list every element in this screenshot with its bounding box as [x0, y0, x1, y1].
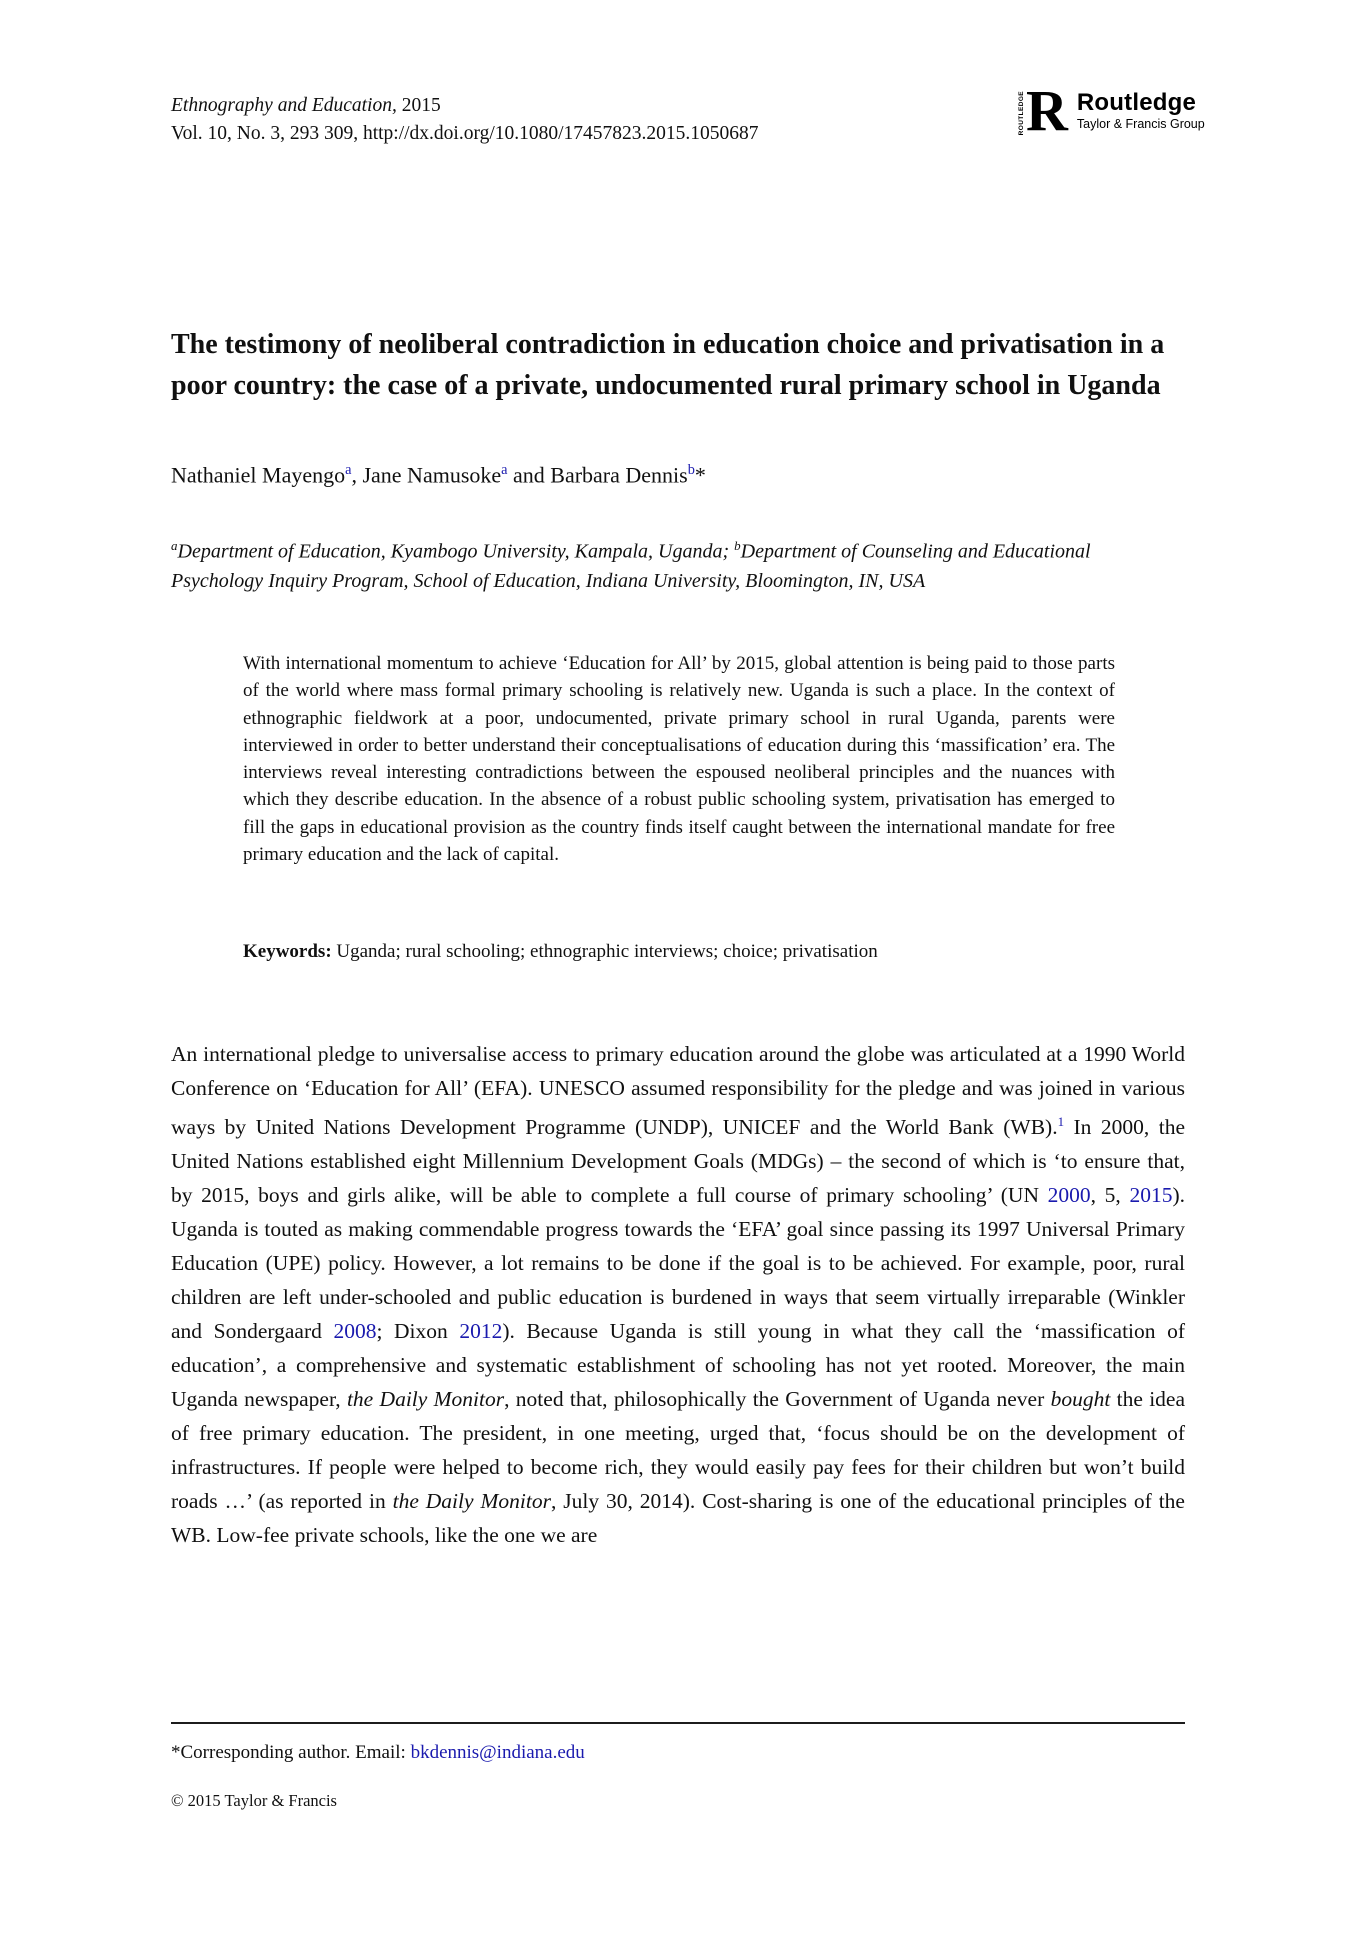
- text-segment: , July 30, 2014). Cost-sharing is one of the educational principles of the WB. Low-fee private schools, like the one we are: [171, 1489, 1185, 1548]
- routledge-r-icon: [1018, 78, 1068, 143]
- text-segment: Department of Counseling and Educational Psychology Inquiry Program, School of Education, Indiana University, Bloomington, IN, USA: [171, 540, 1091, 592]
- affiliations: [171, 531, 1185, 596]
- copyright-line: © 2015 Taylor & Francis: [171, 1791, 337, 1810]
- text-segment: , noted that, philosophically the Government of Uganda never: [504, 1387, 1051, 1412]
- keywords-label: Keywords:: [243, 941, 332, 962]
- text-segment: the Daily Monitor: [392, 1489, 551, 1514]
- footnote-rule: [171, 1722, 1185, 1724]
- author-affiliation-ref-b[interactable]: b: [687, 462, 695, 478]
- routledge-logo: [1018, 78, 1205, 143]
- text-segment: the Daily Monitor: [346, 1387, 505, 1412]
- text-segment: , Jane Namusoke: [351, 462, 502, 488]
- text-segment: and Barbara Dennis: [507, 462, 688, 488]
- text-segment: the idea of free primary education. The president, in one meeting, urged that, ‘focus should be on the development of infrastructures. If people were helped to become rich, they would easily pay fees for their children but won’t build roads …’ (as reported in: [171, 1387, 1186, 1514]
- author-affiliation-ref-a[interactable]: a: [501, 462, 508, 478]
- journal-masthead: [171, 92, 759, 148]
- text-segment: An international pledge to universalise access to primary education around the globe was articulated at a 1990 World Conference on ‘Education for All’ (EFA). UNESCO assumed responsibility for the pledge and was joined in various ways by United Nations Development Programme (UNDP), UNICEF and the World Bank (WB).: [171, 1042, 1185, 1140]
- keywords-text: Uganda; rural schooling; ethnographic interviews; choice; privatisation: [331, 941, 878, 962]
- routledge-r-letter: R: [1026, 78, 1068, 143]
- corresponding-author-note: [171, 1742, 585, 1764]
- text-segment: , 5,: [1090, 1183, 1130, 1208]
- text-segment: In 2000, the United Nations established eight Millennium Development Goals (MDGs) – the second of which is ‘to ensure that, by 2015, boys and girls alike, will be able to complete a full course of primary schooling’ (UN: [171, 1115, 1185, 1208]
- author-affiliation-ref-a[interactable]: a: [345, 462, 352, 478]
- keywords-line: [243, 941, 1115, 963]
- body-paragraph: [171, 1037, 1185, 1552]
- journal-title-line: [171, 92, 759, 120]
- publisher-group: Taylor & Francis Group: [1076, 117, 1205, 131]
- journal-name: Ethnography and Education,: [171, 95, 397, 116]
- publisher-name: Routledge: [1076, 89, 1197, 116]
- authors-line: [171, 462, 1185, 488]
- text-segment: bought: [1050, 1387, 1111, 1412]
- citation-dixon-2012[interactable]: 2012: [459, 1319, 503, 1344]
- text-segment: ). Because Uganda is still young in what they call the ‘massification of education’, a comprehensive and systematic establishment of schooling has not yet rooted. Moreover, the main Uganda newspaper,: [171, 1319, 1186, 1412]
- affiliation-marker-a: a: [171, 538, 178, 553]
- journal-year: 2015: [396, 95, 441, 116]
- article-title: The testimony of neoliberal contradiction in education choice and privatisation in a poor country: the case of a private, undocumented rural primary school in Uganda: [171, 329, 1165, 401]
- affiliation-marker-b: b: [734, 538, 741, 553]
- journal-volume-doi-line: Vol. 10, No. 3, 293 309, http://dx.doi.org/10.1080/17457823.2015.1050687: [171, 123, 759, 144]
- citation-winkler-sondergaard-2008[interactable]: 2008: [333, 1319, 377, 1344]
- publisher-wordmark: [1077, 84, 1205, 131]
- text-segment: ; Dixon: [376, 1319, 460, 1344]
- text-segment: *: [694, 462, 706, 488]
- corresponding-author-text: *Corresponding author. Email:: [171, 1742, 411, 1763]
- text-segment: Nathaniel Mayengo: [171, 462, 346, 488]
- text-segment: ). Uganda is touted as making commendable progress towards the ‘EFA’ goal since passing its 1997 Universal Primary Education (UPE) policy. However, a lot remains to be done if the goal is to be achieved. For example, poor, rural children are left under-schooled and public education is burdened in ways that seem virtually irreparable (Winkler and Sondergaard: [171, 1183, 1185, 1344]
- footnote-ref-1[interactable]: 1: [1057, 1115, 1065, 1129]
- text-segment: Department of Education, Kyambogo University, Kampala, Uganda;: [177, 540, 735, 563]
- routledge-vertical-text: ROUTLEDGE: [1018, 90, 1025, 136]
- abstract: With international momentum to achieve ‘Education for All’ by 2015, global attention is being paid to those parts of the world where mass formal primary schooling is relatively new. Uganda is such a place. In the context of ethnographic fieldwork at a poor, undocumented, private primary school in rural Uganda, parents were interviewed in order to better understand their conceptualisations of education during this ‘massification’ era. The interviews reveal interesting contradictions between the espoused neoliberal principles and the nuances with which they describe education. In the absence of a robust public schooling system, privatisation has emerged to fill the gaps in educational provision as the country finds itself caught between the international mandate for free primary education and the lack of capital.: [243, 653, 1115, 866]
- email-link[interactable]: bkdennis@indiana.edu: [410, 1742, 585, 1763]
- citation-un-2000[interactable]: 2000: [1047, 1183, 1091, 1208]
- citation-un-2015[interactable]: 2015: [1129, 1183, 1173, 1208]
